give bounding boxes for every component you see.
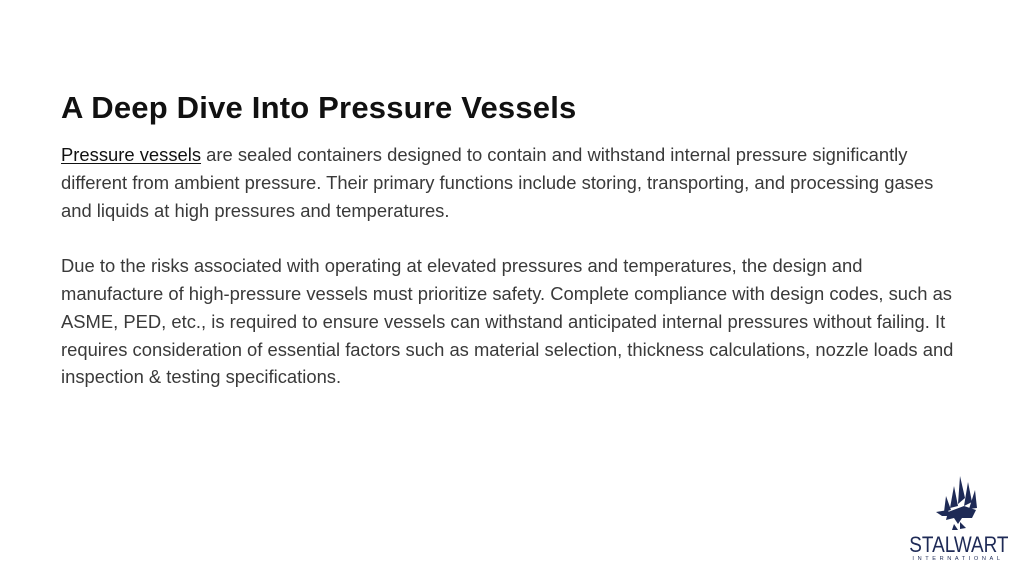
slide-body xyxy=(61,141,961,391)
paragraph-intro-text: are sealed containers designed to contain and withstand internal pressure significantly different from ambient pressure. Their primary functions include storing, transporting, and processing gases and liquids at high pressures and temperatures. xyxy=(61,144,934,221)
logo-name: STALWART xyxy=(909,532,1009,557)
logo-subtitle: INTERNATIONAL xyxy=(912,556,1004,562)
slide-title: A Deep Dive Into Pressure Vessels xyxy=(61,90,577,125)
eagle-icon xyxy=(902,472,1012,534)
pressure-vessels-link[interactable]: Pressure vessels xyxy=(61,144,202,165)
paragraph-safety: Due to the risks associated with operating at elevated pressures and temperatures, the design and manufacture of high-pressure vessels must prioritize safety. Complete compliance with design codes, such as ASME, PED, etc., is required to ensure vessels can withstand anticipated internal pressures without failing. It requires consideration of essential factors such as material selection, thickness calculations, nozzle loads and inspection & testing specifications. xyxy=(61,255,954,388)
company-logo xyxy=(902,472,1012,568)
paragraph-intro xyxy=(61,141,961,224)
